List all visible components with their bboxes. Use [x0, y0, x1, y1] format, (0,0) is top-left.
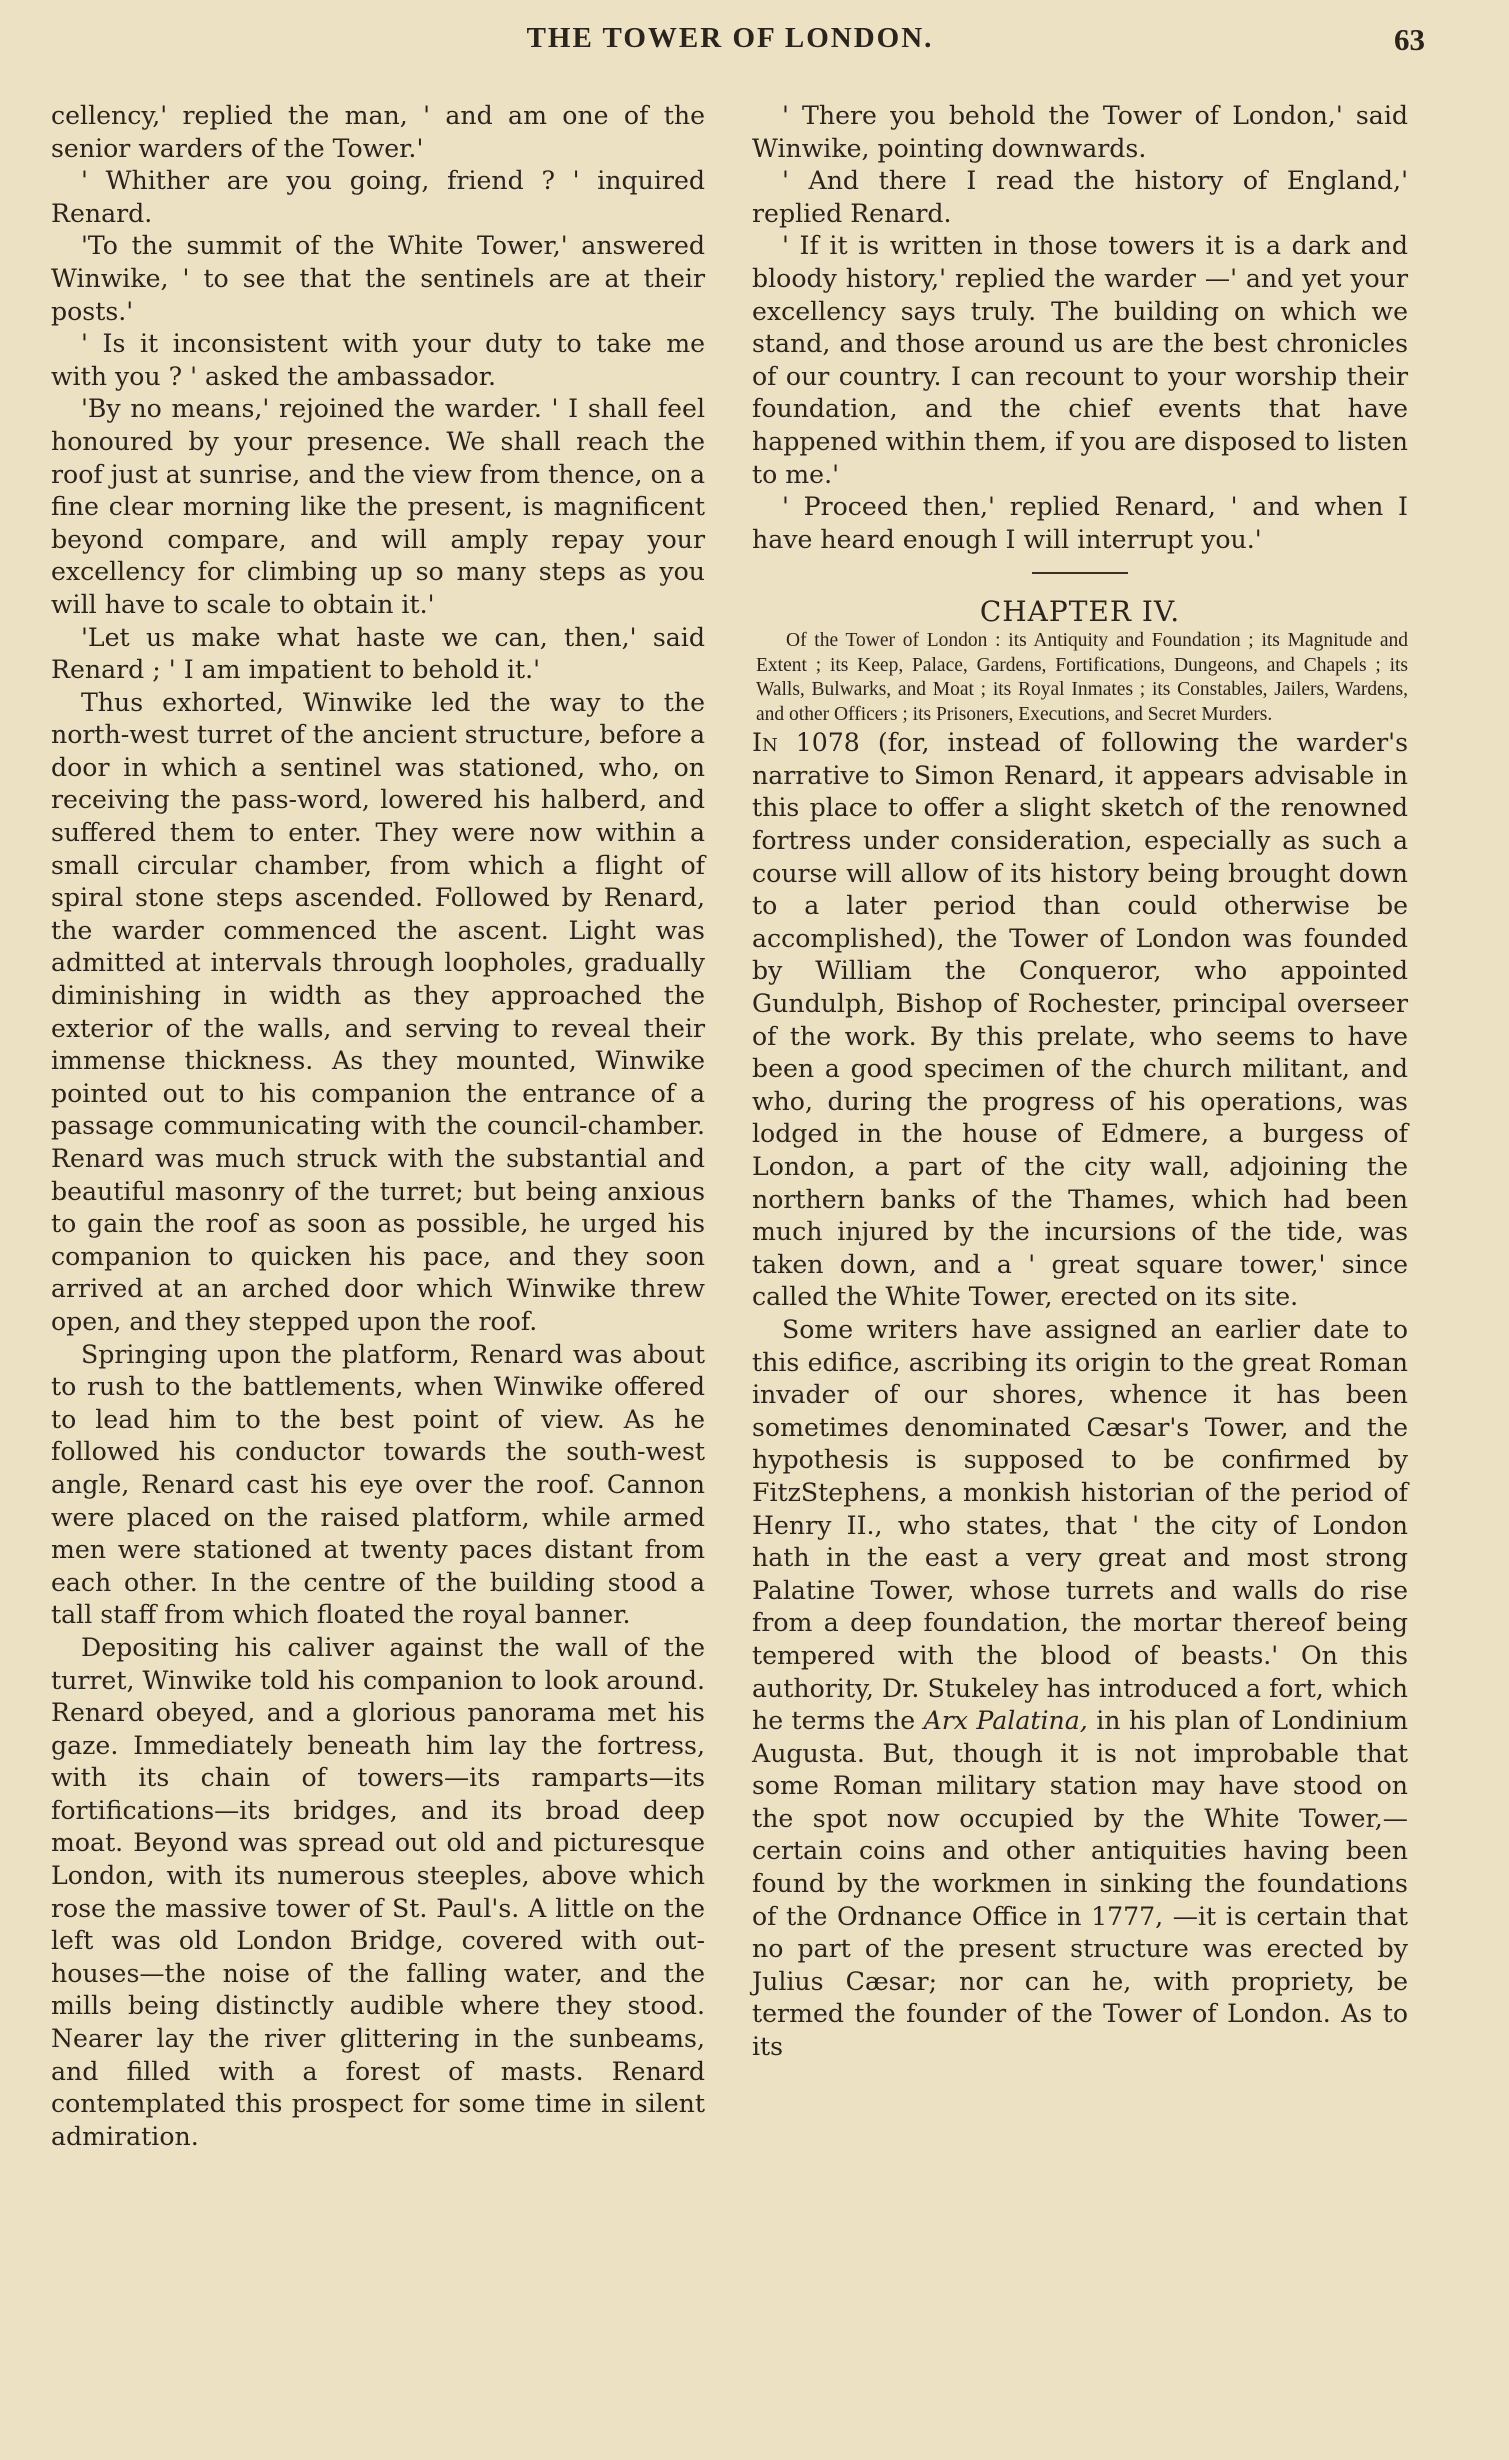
running-title: THE TOWER OF LONDON.: [526, 22, 934, 54]
paragraph: Thus exhorted, Winwike led the way to the north-west turret of the ancient structure, before a door in which a sentinel was stationed, who, on receiving the pass-word, lowered his halberd, and suffered them to enter. They were now within a small circular chamber, from which a flight of spiral stone steps ascended. Followed by Renard, the warder commenced the ascent. Light was admitted at intervals through loopholes, gradually diminishing in width as they approached the exterior of the walls, and serving to reveal their immense thickness. As they mounted, Winwike pointed out to his companion the entrance of a passage communicating with the council-chamber. Renard was much struck with the substantial and beautiful masonry of the turret; but being anxious to gain the roof as soon as possible, he urged his companion to quicken his pace, and they soon arrived at an arched door which Winwike threw open, and they stepped upon the roof.: [51, 687, 705, 1336]
paragraph-text: 1078 (for, instead of following the warder's narrative to Simon Renard, it appears advisable in this place to offer a slight sketch of the renowned fortress under consideration, especially as such a course will allow of its history being brought down to a later period than could otherwise be accomplished), the Tower of London was founded by William the Conqueror, who appointed Gundulph, Bishop of Rochester, principal overseer of the work. By this prelate, who seems to have been a good specimen of the church militant, and who, during the progress of his operations, was lodged in the house of Edmere, a burgess of London, a part of the city wall, adjoining the northern banks of the Thames, which had been much injured by the incursions of the tide, was taken down, and a ' great square tower,' since called the White Tower, erected on its site.: [752, 728, 1408, 1312]
paragraph: 'Let us make what haste we can, then,' said Renard ; ' I am impatient to behold it.': [51, 622, 705, 685]
paragraph: ' If it is written in those towers it is a dark and bloody history,' replied the warder —' and yet your excellency says truly. The building on which we stand, and those around us are the best chronicles of our country. I can recount to your worship their foundation, and the chief events that have happened within them, if you are disposed to listen to me.': [752, 231, 1408, 489]
paragraph: [752, 727, 1408, 1314]
paragraph: Springing upon the platform, Renard was about to rush to the battlements, when Winwike offered to lead him to the best point of view. As he followed his conductor towards the south-west angle, Renard cast his eye over the roof. Cannon were placed on the raised platform, while armed men were stationed at twenty paces distant from each other. In the centre of the building stood a tall staff from which floated the royal banner.: [51, 1339, 705, 1630]
italic-term: Arx Palatina,: [923, 1706, 1088, 1736]
paragraph: ' There you behold the Tower of London,' said Winwike, pointing downwards.: [752, 101, 1408, 163]
chapter-summary: Of the Tower of London : its Antiquity and Foundation ; its Magnitude and Extent ; its Keep, Palace, Gardens, Fortifications, Dungeons, and Chapels ; its Walls, Bulwarks, and Moat ; its Royal Inmates ; its Constables, Jailers, Wardens, and other Officers ; its Prisoners, Executions, and Secret Murders.: [756, 629, 1408, 725]
paragraph: cellency,' replied the man, ' and am one of the senior warders of the Tower.': [51, 101, 705, 163]
paragraph: Depositing his caliver against the wall of the turret, Winwike told his companion to look around. Renard obeyed, and a glorious panorama met his gaze. Immediately beneath him lay the fortress, with its chain of towers—its ramparts—its fortifications—its bridges, and its broad deep moat. Beyond was spread out old and picturesque London, with its numerous steeples, above which rose the massive tower of St. Paul's. A little on the left was old London Bridge, covered with out-houses—the noise of the falling water, and the mills being distinctly audible where they stood. Nearer lay the river glittering in the sunbeams, and filled with a forest of masts. Renard contemplated this prospect for some time in silent admiration.: [51, 1632, 705, 2151]
paragraph: 'By no means,' rejoined the warder. ' I shall feel honoured by your presence. We shall reach the roof just at sunrise, and the view from thence, on a fine clear morning like the present, is magnificent beyond compare, and will amply repay your excellency for climbing up so many steps as you will have to scale to obtain it.': [51, 394, 705, 619]
section-divider: [1032, 572, 1128, 574]
paragraph-text: Some writers have assigned an earlier date to this edifice, ascribing its origin to the great Roman invader of our shores, whence it has been sometimes denominated Cæsar's Tower, and the hypothesis is supposed to be confirmed by FitzStephens, a monkish historian of the period of Henry II., who states, that ' the city of London hath in the east a very great and most strong Palatine Tower, whose turrets and walls do rise from a deep foundation, the mortar thereof being tempered with the blood of beasts.' On this authority, Dr. Stukeley has introduced a fort, which he terms the: [752, 1314, 1408, 1736]
page-number: 63: [1394, 22, 1425, 57]
paragraph: [752, 1314, 1408, 2064]
paragraph: ' Is it inconsistent with your duty to take me with you ? ' asked the ambassador.: [51, 329, 705, 391]
left-column: [51, 100, 705, 2153]
paragraph-text: in his plan of Londinium Augusta. But, though it is not improbable that some Roman military station may have stood on the spot now occupied by the White Tower,—certain coins and other antiquities having been found by the workmen in sinking the foundations of the Ordnance Office in 1777, —it is certain that no part of the present structure was erected by Julius Cæsar; nor can he, with propriety, be termed the founder of the Tower of London. As to its: [752, 1706, 1408, 2062]
paragraph: ' Proceed then,' replied Renard, ' and when I have heard enough I will interrupt you.': [752, 492, 1408, 554]
right-column: [752, 100, 1408, 2064]
paragraph: ' And there I read the history of England,' replied Renard.: [752, 166, 1408, 228]
paragraph: 'To the summit of the White Tower,' answered Winwike, ' to see that the sentinels are at their posts.': [51, 231, 705, 326]
paragraph: ' Whither are you going, friend ? ' inquired Renard.: [51, 166, 705, 228]
page-header: [40, 22, 1425, 66]
drop-word: In: [752, 728, 778, 758]
chapter-title: CHAPTER IV.: [979, 595, 1181, 629]
